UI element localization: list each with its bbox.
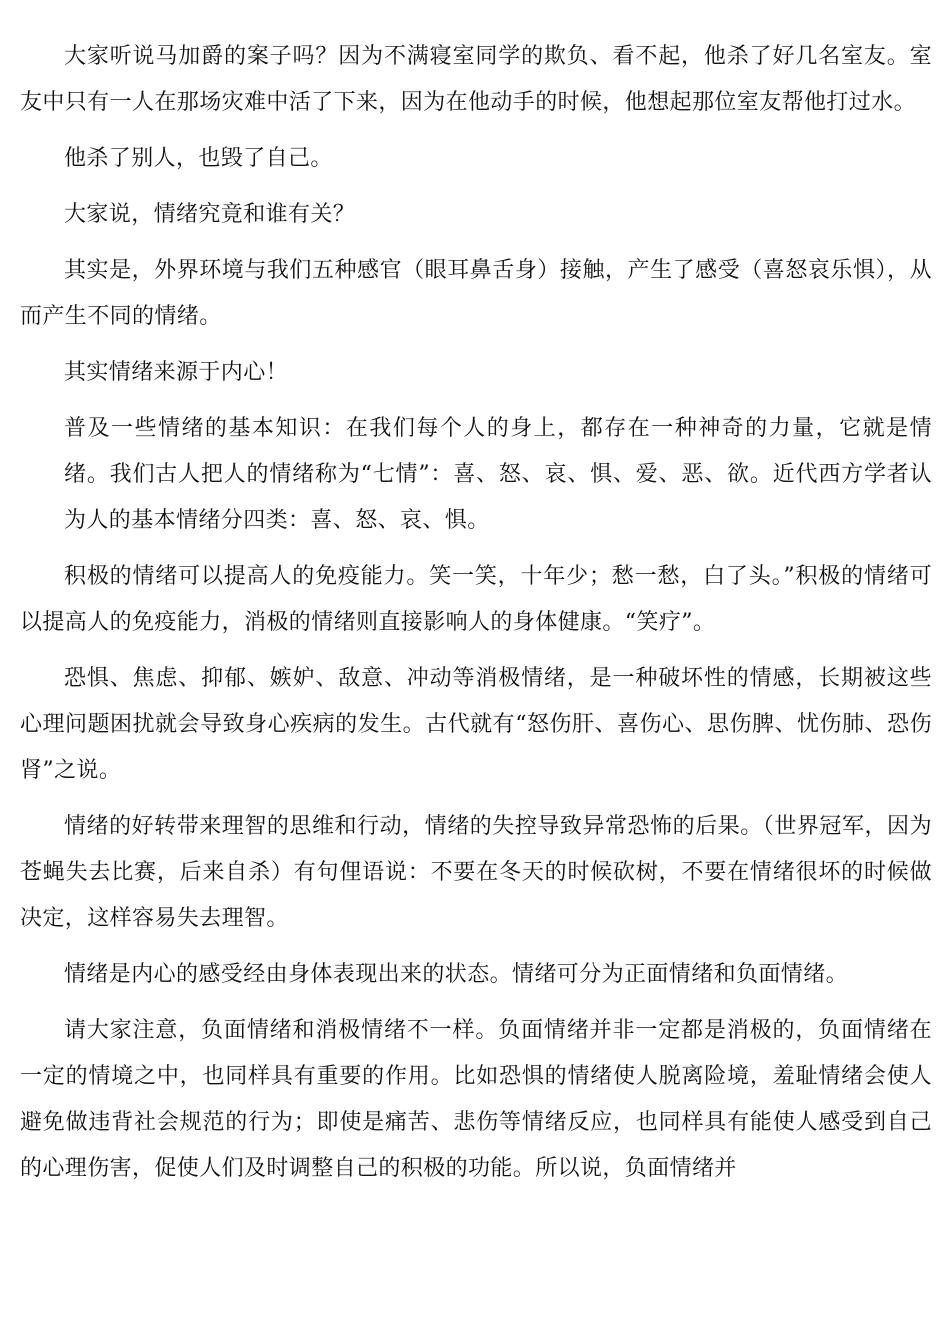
paragraph-emotion-definition: 情绪是内心的感受经由身体表现出来的状态。情绪可分为正面情绪和负面情绪。	[64, 962, 849, 987]
paragraph-emotion-source: 其实情绪来源于内心！	[64, 360, 289, 385]
paragraph-negative-vs-passive: 请大家注意，负面情绪和消极情绪不一样。负面情绪并非一定都是消极的，负面情绪在一定的情境之中，也同样具有重要的作用。比如恐惧的情绪使人脱离险境，羞耻情绪会使人避免做违背社会规范的行为；即使是痛苦、悲伤等情绪反应，也同样具有能使人感受到自己的心理伤害，促使人们及时调整自己的积极的功能。所以说，负面情绪并	[20, 1018, 932, 1181]
paragraph-rational-thinking: 情绪的好转带来理智的思维和行动，情绪的失控导致异常恐怖的后果。（世界冠军，因为苍蝇失去比赛，后来自杀）有句俚语说：不要在冬天的时候砍树，不要在情绪很坏的时候做决定，这样容易失去理智。	[20, 814, 932, 931]
paragraph-ma-jiajue-case: 大家听说马加爵的案子吗？因为不满寝室同学的欺负、看不起，他杀了好几名室友。室友中只有一人在那场灾难中活了下来，因为在他动手的时候，他想起那位室友帮他打过水。	[20, 44, 932, 115]
paragraph-positive-emotion: 积极的情绪可以提高人的免疫能力。笑一笑，十年少；愁一愁，白了头。”积极的情绪可以提高人的免疫能力，消极的情绪则直接影响人的身体健康。“笑疗”。	[20, 564, 932, 635]
paragraph-senses: 其实是，外界环境与我们五种感官（眼耳鼻舌身）接触，产生了感受（喜怒哀乐惧），从而产生不同的情绪。	[20, 258, 932, 329]
paragraph-basic-knowledge: 普及一些情绪的基本知识：在我们每个人的身上，都存在一种神奇的力量，它就是情绪。我们古人把人的情绪称为“七情”：喜、怒、哀、惧、爱、恶、欲。近代西方学者认为人的基本情绪分四类：喜、怒、哀、惧。	[64, 416, 932, 533]
paragraph-killed-others: 他杀了别人，也毁了自己。	[64, 146, 333, 171]
paragraph-negative-emotion-harm: 恐惧、焦虑、抑郁、嫉妒、敌意、冲动等消极情绪，是一种破坏性的情感，长期被这些心理问题困扰就会导致身心疾病的发生。古代就有“怒伤肝、喜伤心、思伤脾、忧伤肺、恐伤肾”之说。	[20, 666, 932, 783]
document-page	[20, 34, 932, 1202]
paragraph-question: 大家说，情绪究竟和谁有关？	[64, 202, 356, 227]
